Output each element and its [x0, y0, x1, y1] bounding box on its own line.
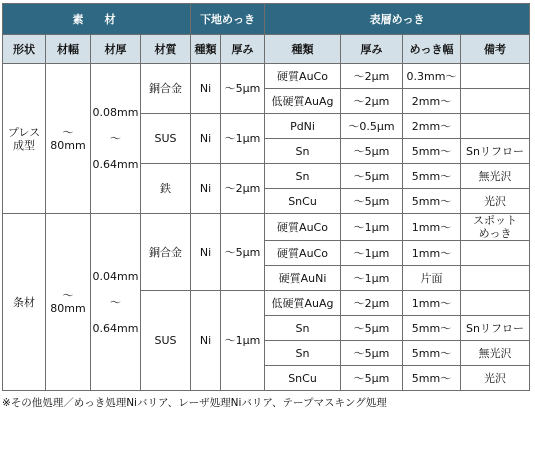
- cell-surface-thickness: ～1μm: [341, 266, 403, 291]
- cell-remarks: Snリフロー: [461, 139, 530, 164]
- cell-shape-strip: 条材: [3, 214, 46, 391]
- cell-surface-type: 硬質AuCo: [265, 241, 341, 266]
- cell-surface-type: 低硬質AuAg: [265, 291, 341, 316]
- cell-material: SUS: [141, 114, 191, 164]
- cell-remarks: 無光沢: [461, 341, 530, 366]
- cell-plating-width: 5mm～: [403, 164, 461, 189]
- cell-surface-type: SnCu: [265, 366, 341, 391]
- cell-plating-width: 5mm～: [403, 189, 461, 214]
- cell-remarks: [461, 241, 530, 266]
- cell-surface-thickness: ～1μm: [341, 214, 403, 241]
- cell-base-thickness: ～1μm: [221, 114, 265, 164]
- cell-remarks: [461, 114, 530, 139]
- cell-surface-thickness: ～5μm: [341, 139, 403, 164]
- cell-surface-type: PdNi: [265, 114, 341, 139]
- header-surface-plating: 表層めっき: [265, 4, 530, 35]
- cell-surface-type: SnCu: [265, 189, 341, 214]
- table-row: [3, 214, 530, 241]
- cell-surface-thickness: ～5μm: [341, 366, 403, 391]
- cell-width-strip: ～ 80mm: [46, 214, 91, 391]
- cell-thickness-press: 0.08mm ～ 0.64mm: [91, 64, 141, 214]
- cell-base-thickness: ～5μm: [221, 64, 265, 114]
- col-surface-type: 種類: [265, 35, 341, 64]
- cell-surface-type: Sn: [265, 164, 341, 189]
- cell-surface-type: 硬質AuNi: [265, 266, 341, 291]
- cell-surface-thickness: ～5μm: [341, 189, 403, 214]
- cell-remarks: [461, 64, 530, 89]
- cell-plating-width: 1mm～: [403, 214, 461, 241]
- cell-surface-thickness: ～2μm: [341, 64, 403, 89]
- cell-surface-type: 硬質AuCo: [265, 64, 341, 89]
- cell-base-type: Ni: [191, 291, 221, 391]
- cell-surface-thickness: ～2μm: [341, 89, 403, 114]
- cell-remarks: [461, 89, 530, 114]
- col-base-type: 種類: [191, 35, 221, 64]
- cell-remarks: Snリフロー: [461, 316, 530, 341]
- footnote: ※その他処理／めっき処理Niバリア、レーザ処理Niバリア、テープマスキング処理: [2, 397, 387, 409]
- header-group-row: [3, 4, 530, 35]
- col-material: 材質: [141, 35, 191, 64]
- cell-surface-type: Sn: [265, 316, 341, 341]
- cell-surface-type: Sn: [265, 139, 341, 164]
- cell-base-type: Ni: [191, 214, 221, 291]
- col-shape: 形状: [3, 35, 46, 64]
- cell-surface-thickness: ～5μm: [341, 316, 403, 341]
- cell-remarks: 無光沢: [461, 164, 530, 189]
- table-row: [3, 64, 530, 89]
- cell-plating-width: 0.3mm～: [403, 64, 461, 89]
- cell-plating-width: 1mm～: [403, 241, 461, 266]
- cell-remarks: スポット めっき: [461, 214, 530, 241]
- cell-width-press: ～ 80mm: [46, 64, 91, 214]
- cell-surface-thickness: ～0.5μm: [341, 114, 403, 139]
- col-base-thickness: 厚み: [221, 35, 265, 64]
- cell-material: 銅合金: [141, 64, 191, 114]
- cell-remarks: [461, 266, 530, 291]
- cell-plating-width: 5mm～: [403, 341, 461, 366]
- header-base-plating: 下地めっき: [191, 4, 265, 35]
- col-surface-thickness: 厚み: [341, 35, 403, 64]
- cell-remarks: [461, 291, 530, 316]
- cell-material: SUS: [141, 291, 191, 391]
- cell-shape-press: プレス 成型: [3, 64, 46, 214]
- col-thickness: 材厚: [91, 35, 141, 64]
- cell-surface-thickness: ～5μm: [341, 341, 403, 366]
- cell-surface-type: Sn: [265, 341, 341, 366]
- cell-material: 銅合金: [141, 214, 191, 291]
- header-column-row: [3, 35, 530, 64]
- cell-plating-width: 2mm～: [403, 114, 461, 139]
- cell-base-type: Ni: [191, 64, 221, 114]
- cell-plating-width: 5mm～: [403, 139, 461, 164]
- cell-base-type: Ni: [191, 114, 221, 164]
- cell-base-thickness: ～2μm: [221, 164, 265, 214]
- cell-surface-type: 硬質AuCo: [265, 214, 341, 241]
- cell-plating-width: 片面: [403, 266, 461, 291]
- cell-surface-thickness: ～5μm: [341, 164, 403, 189]
- cell-surface-thickness: ～2μm: [341, 291, 403, 316]
- col-width: 材幅: [46, 35, 91, 64]
- col-plating-width: めっき幅: [403, 35, 461, 64]
- header-material: 素 材: [3, 4, 191, 35]
- plating-spec-table: [2, 3, 530, 391]
- cell-surface-thickness: ～1μm: [341, 241, 403, 266]
- cell-base-thickness: ～1μm: [221, 291, 265, 391]
- cell-thickness-strip: 0.04mm ～ 0.64mm: [91, 214, 141, 391]
- cell-plating-width: 5mm～: [403, 316, 461, 341]
- cell-base-type: Ni: [191, 164, 221, 214]
- col-remarks: 備考: [461, 35, 530, 64]
- cell-remarks: 光沢: [461, 366, 530, 391]
- cell-surface-type: 低硬質AuAg: [265, 89, 341, 114]
- cell-plating-width: 1mm～: [403, 291, 461, 316]
- cell-plating-width: 2mm～: [403, 89, 461, 114]
- cell-material: 鉄: [141, 164, 191, 214]
- cell-remarks: 光沢: [461, 189, 530, 214]
- cell-base-thickness: ～5μm: [221, 214, 265, 291]
- cell-plating-width: 5mm～: [403, 366, 461, 391]
